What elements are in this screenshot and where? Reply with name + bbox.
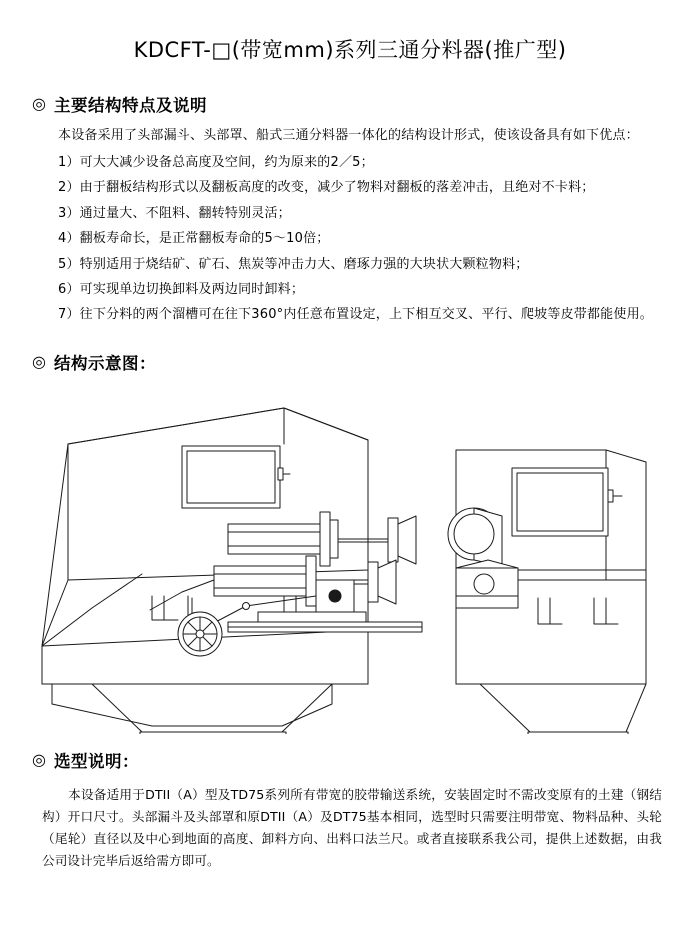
list-item: 4）翻板寿命长，是正常翻板寿命的5～10倍； bbox=[58, 231, 330, 247]
section-title-selection: 选型说明： bbox=[53, 751, 139, 771]
list-item: 7）往下分料的两个溜槽可在往下360°内任意布置设定，上下相互交叉、平行、爬坡等皮带都能使用。 bbox=[58, 307, 653, 323]
ring-bullet-icon: ◎ bbox=[32, 351, 46, 371]
list-item: 1）可大大减少设备总高度及空间，约为原来的2／5； bbox=[58, 155, 374, 171]
section-header-selection bbox=[32, 748, 672, 772]
list-item: 2）由于翻板结构形式以及翻板高度的改变，减少了物料对翻板的落差冲击，且绝对不卡料； bbox=[58, 180, 595, 196]
section-title-features: 主要结构特点及说明 bbox=[53, 96, 207, 115]
list-item: 3）通过量大、不阻料、翻转特别灵活； bbox=[58, 205, 291, 221]
page-title: KDCFT-□(带宽mm)系列三通分料器(推广型) bbox=[133, 38, 567, 62]
structure-diagram bbox=[28, 384, 672, 738]
features-lead-text: 本设备采用了头部漏斗、头部罩、船式三通分料器一体化的结构设计形式，使该设备具有如下优点： bbox=[58, 128, 639, 143]
section-header-diagram bbox=[32, 350, 672, 374]
list-item: 5）特别适用于烧结矿、矿石、焦炭等冲击力大、磨琢力强的大块状大颗粒物料； bbox=[58, 256, 529, 272]
selection-paragraph bbox=[28, 784, 672, 872]
ring-bullet-icon: ◎ bbox=[32, 94, 46, 113]
section-title-diagram: 结构示意图： bbox=[53, 353, 156, 373]
list-item: 6）可实现单边切换卸料及两边同时卸料； bbox=[58, 281, 305, 297]
structure-diagram-svg bbox=[32, 384, 682, 734]
features-list bbox=[28, 150, 672, 327]
ring-bullet-icon: ◎ bbox=[32, 749, 46, 769]
section-header-features bbox=[32, 92, 672, 116]
document-page bbox=[0, 34, 700, 949]
selection-paragraph-text: 本设备适用于DTII（A）型及TD75系列所有带宽的胶带输送系统，安装固定时不需改变原有的土建（钢结构）开口尺寸。头部漏斗及头部罩和原DTII（A）及DT75基本相同，选型时只需要注明带宽、物料品种、头轮（尾轮）直径以及中心到地面的高度、卸料方向、出料口法兰尺。或者直接联系我公司，提供上述数据，由我公司设计完毕后返给需方即可。 bbox=[42, 787, 662, 869]
